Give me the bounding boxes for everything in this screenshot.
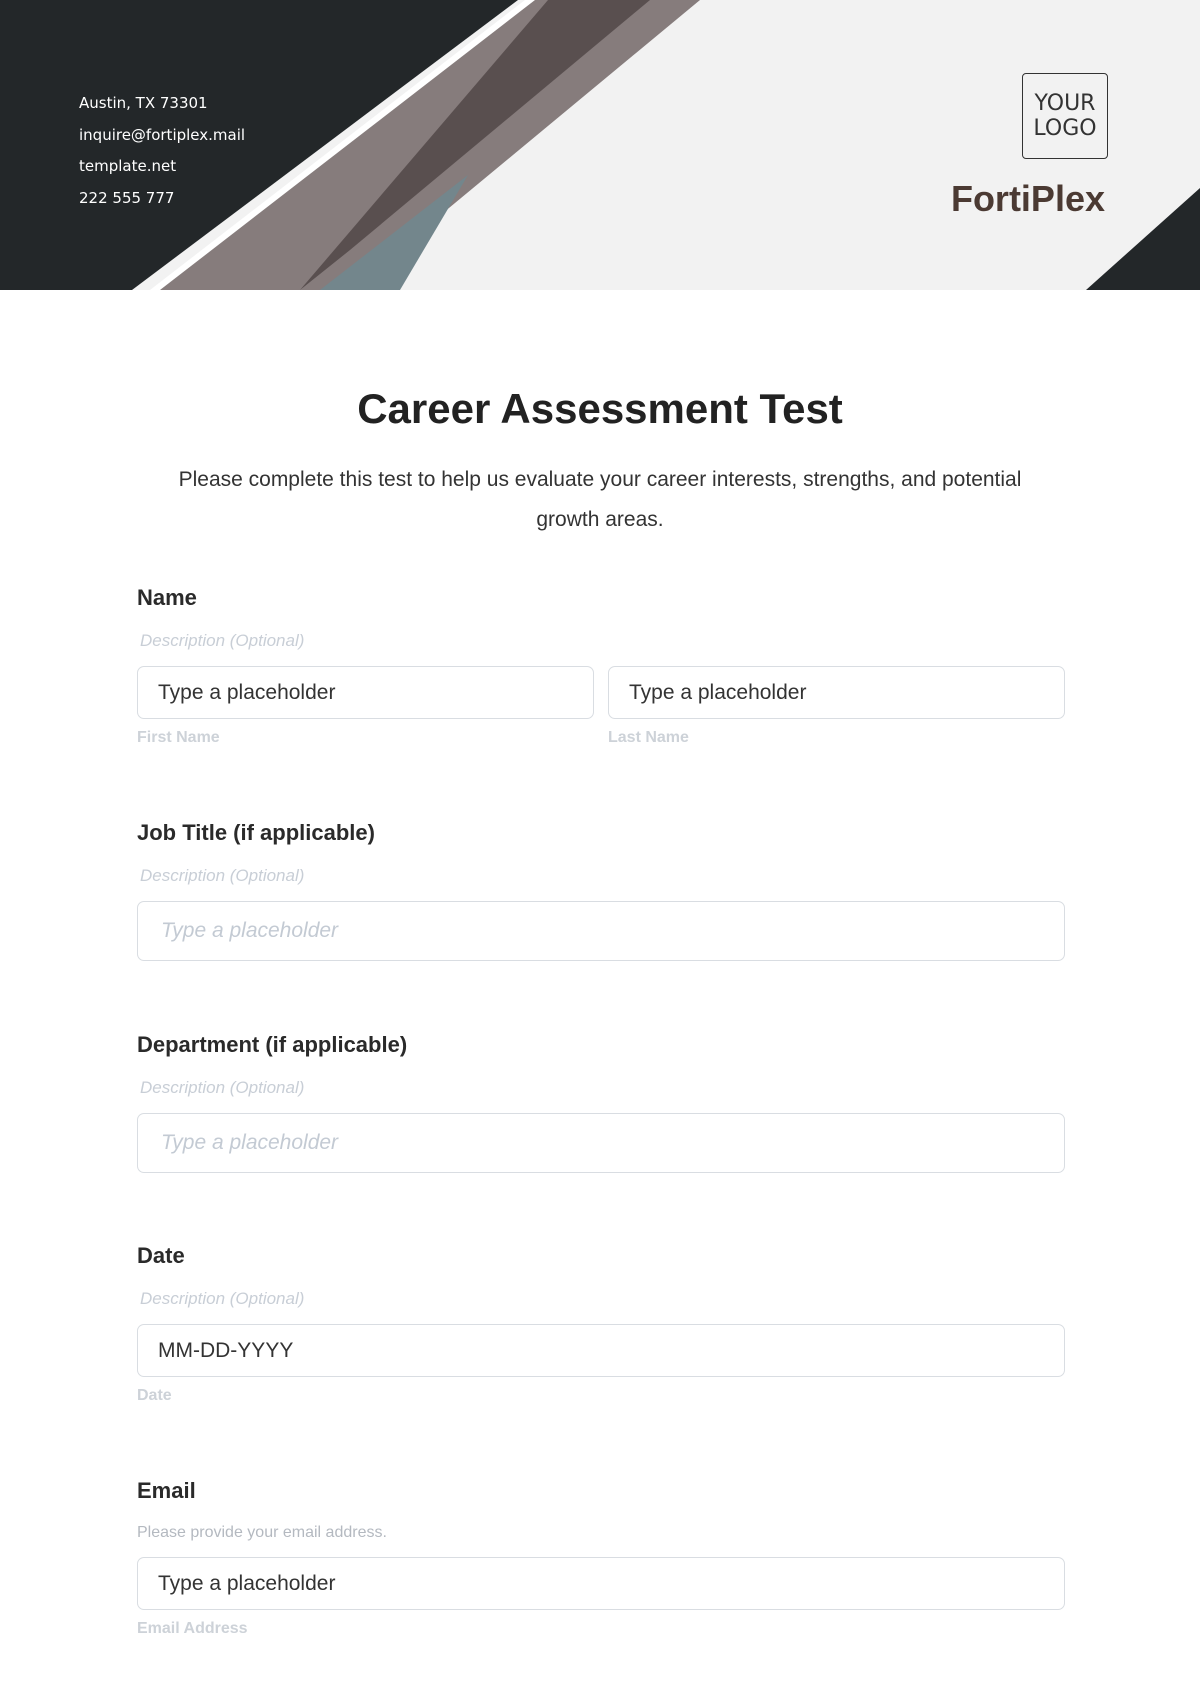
date-description: Description (Optional) bbox=[140, 1289, 305, 1308]
department-label: Department (if applicable) bbox=[137, 1032, 408, 1057]
email-input[interactable]: Type a placeholder bbox=[137, 1557, 1065, 1610]
email-description: Please provide your email address. bbox=[137, 1524, 387, 1541]
logo-placeholder bbox=[1022, 73, 1108, 159]
date-field-group bbox=[137, 1243, 1065, 1405]
name-description: Description (Optional) bbox=[140, 631, 305, 650]
website-link[interactable]: template.net bbox=[79, 157, 177, 175]
email-sublabel: Email Address bbox=[137, 1620, 248, 1637]
department-description: Description (Optional) bbox=[140, 1078, 305, 1097]
contact-info bbox=[79, 88, 245, 214]
department-input[interactable]: Type a placeholder bbox=[137, 1113, 1065, 1173]
first-name-input[interactable]: Type a placeholder bbox=[137, 666, 594, 719]
letterhead-banner bbox=[0, 0, 1200, 290]
name-label: Name bbox=[137, 585, 197, 610]
last-name-sublabel: Last Name bbox=[608, 729, 689, 746]
logo-text: YOUR LOGO bbox=[1033, 91, 1097, 141]
last-name-input[interactable]: Type a placeholder bbox=[608, 666, 1065, 719]
date-sublabel: Date bbox=[137, 1387, 172, 1404]
date-label: Date bbox=[137, 1243, 185, 1268]
first-name-sublabel: First Name bbox=[137, 729, 220, 746]
date-input[interactable]: MM-DD-YYYY bbox=[137, 1324, 1065, 1377]
job-title-label: Job Title (if applicable) bbox=[137, 820, 375, 845]
name-field-group bbox=[137, 585, 1065, 747]
form-subtitle: Please complete this test to help us evaluate your career interests, strengths, and potential growth areas. bbox=[178, 468, 1022, 531]
department-field-group bbox=[137, 1032, 1065, 1173]
brand-name: FortiPlex bbox=[950, 178, 1105, 219]
job-title-input[interactable]: Type a placeholder bbox=[137, 901, 1065, 961]
job-title-field-group bbox=[137, 820, 1065, 961]
form-title: Career Assessment Test bbox=[357, 385, 843, 432]
address-text: Austin, TX 73301 bbox=[79, 94, 208, 112]
email-link[interactable]: inquire@fortiplex.mail bbox=[79, 125, 246, 144]
job-title-description: Description (Optional) bbox=[140, 866, 305, 885]
email-label: Email bbox=[137, 1478, 196, 1503]
email-field-group bbox=[137, 1478, 1065, 1638]
phone-text: 222 555 777 bbox=[79, 188, 175, 207]
